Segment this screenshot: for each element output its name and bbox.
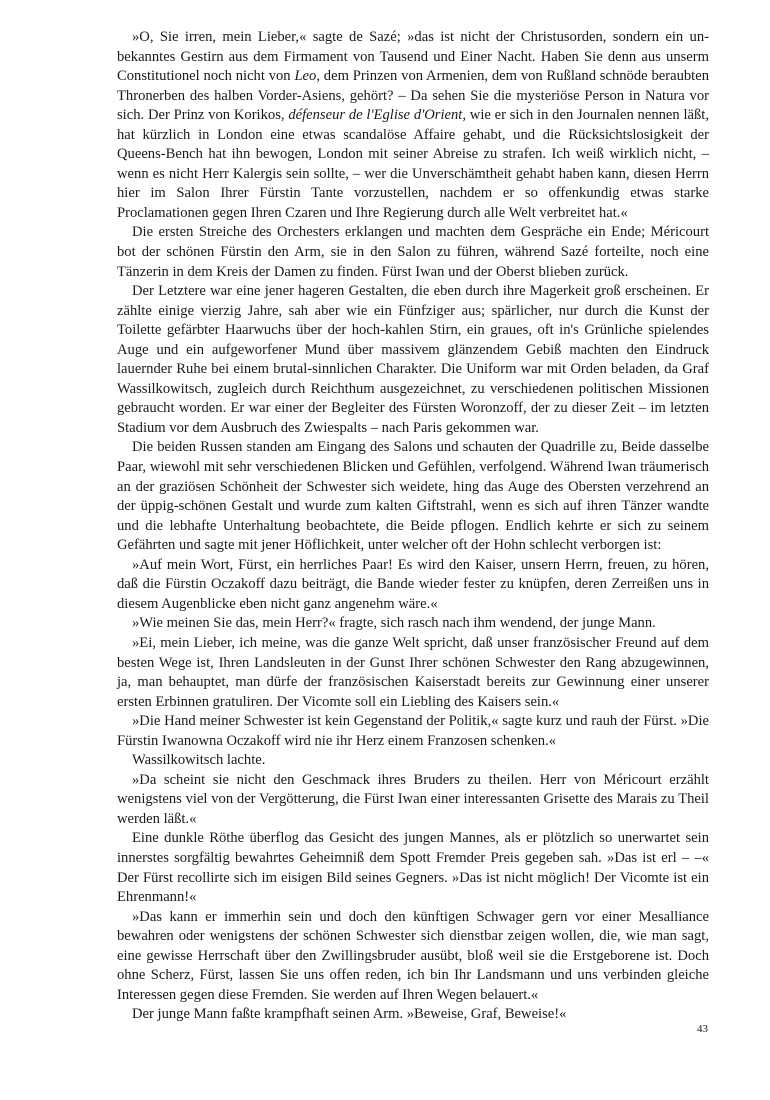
page-number: 43 [697,1023,708,1035]
paragraph: Die beiden Russen standen am Eingang des Salons und schauten der Quadrille zu, Beide dasselbe Paar, wiewohl mit sehr verschiedenen Blicken und Gefühlen, verfolgend. Während Iwan träumerisch an der graziösen Schönheit der Schwester sich weidete, hing das Auge des Obersten verzehrend an der üppig-schönen Gestalt und wurde zum kalten Giftstrahl, wenn es sich auf ihren Tänzer wandte und die lebhafte Unterhaltung beobachtete, die Beide pflogen. Endlich kehrte er sich zu seinem Gefährten und sagte mit jener Höflichkeit, unter welcher oft der Hohn schlecht verborgen ist: [117,439,709,554]
paragraph: »Ei, mein Lieber, ich meine, was die ganze Welt spricht, daß unser französischer Freund auf dem besten Wege ist, Ihren Landsleuten in der Gunst Ihrer schönen Schwester den Rang abzugewinnen, ja, man behauptet, man dürfe der französischen Kaiserstadt bereits zur Gewinnung einer unserer ersten Erbinnen gratuliren. Der Vicomte soll ein Liebling des Kaisers sein.« [117,634,709,710]
paragraph: »Die Hand meiner Schwester ist kein Gegenstand der Politik,« sagte kurz und rauh der Fürst. »Die Fürstin Iwanowna Oczakoff wird nie ihr Herz einem Franzosen schenken.« [117,713,709,749]
italic-title: défenseur de l'Eglise d'Orient, [288,107,466,124]
paragraph: Der Letztere war eine jener hageren Gestalten, die eben durch ihre Magerkeit groß erscheinen. Er zählte einige vierzig Jahre, sah aber wie ein Fünfziger aus; spärlicher, nur durch die Kunst der Toilette gefärbter Haarwuchs über der hoch-kahlen Stirn, ein graues, oft in's Grünliche spielendes Auge und ein aufgeworfener Mund über massivem glänzendem Gebiß machten den Eindruck lauernder Ruhe bei einem brutal-sinnlichen Charakter. Die Uniform war mit Orden beladen, da Graf Wassilkowitsch, zugleich durch Reichthum ausgezeichnet, zu verschiedenen politischen Missionen gebraucht worden. Er war einer der Begleiter des Fürsten Woronzoff, der zu dieser Zeit – im letzten Stadium vor dem Ausbruch des Zwiespalts – nach Paris gekommen war. [117,283,709,436]
paragraph: »Da scheint sie nicht den Geschmack ihres Bruders zu theilen. Herr von Méricourt erzählt wenigstens viel von der Vergötterung, die Fürst Iwan einer interessanten Grisette des Marais zu Theil werden läßt.« [117,771,709,827]
paragraph: »Das kann er immerhin sein und doch den künftigen Schwager gern vor einer Mesalliance bewahren oder wenigstens der schönen Schwester sich dienstbar zeigen wollen, die, wie man sagt, eine gewisse Herrschaft über den Zwillingsbruder ausübt, bloß weil sie die Erstgeborene ist. Doch ohne Scherz, Fürst, lassen Sie uns offen reden, ich bin Ihr Landsmann und uns verbinden gleiche Interessen gegen diese Fremden. Sie werden auf Ihren Wegen belauert.« [117,908,709,1003]
paragraph: Die ersten Streiche des Orchesters erklangen und machten dem Gespräche ein Ende; Méricourt bot der schönen Fürstin den Arm, sie in den Salon zu führen, während Sazé forteilte, noch eine Tänzerin in dem Kreis der Damen zu finden. Fürst Iwan und der Oberst blieben zurück. [117,224,709,280]
paragraph: »Auf mein Wort, Fürst, ein herrliches Paar! Es wird den Kaiser, unsern Herrn, freuen, zu hören, daß die Fürstin Oczakoff dazu beiträgt, die Bande wieder fester zu knüpfen, deren Zerreißen uns in diesem Augenblicke eben nicht ganz angenehm wäre.« [117,556,709,612]
paragraph: »O, Sie irren, mein Lieber,« sagte de Sazé; »das ist nicht der Christusorden, sondern ein unbekanntes Gestirn aus dem Firmament von Tausend und Einer Nacht. Haben Sie denn aus unserm Constitutionel noch nicht von Leo, dem Prinzen von Armenien, dem von Rußland schnöde beraubten Thronerben des halben Vorder-Asiens, gehört? – Da sehen Sie die mysteriöse Person in Natura vor sich. Der Prinz von Korikos, défenseur de l'Eglise d'Orient, wie er sich in den Journalen nennen läßt, hat kürzlich in London eine etwas scandalöse Affaire gehabt, und die Rücksichtslosigkeit der Queens-Bench hat ihn bewogen, London mit seiner Abreise zu strafen. Ich weiß wirklich nicht, – wenn es nicht Herr Kalergis sein sollte, – wer die Unverschämtheit gehabt haben kann, diesen Herrn hier im Salon Ihrer Fürstin Tante vorzustellen, nachdem er so offenkundig etwas starke Proclamationen gegen Ihren Czaren und Ihre Regierung durch alle Welt verbreitet hat.« [117,29,709,221]
paragraph: Eine dunkle Röthe überflog das Gesicht des jungen Mannes, als er plötzlich so unerwartet sein innerstes sorgfältig bewahrtes Geheimniß dem Spott Fremder Preis gegeben sah. »Das ist erl – –« Der Fürst recollirte sich im eisigen Bild seines Gegners. »Das ist nicht möglich! Der Vicomte ist ein Ehrenmann!« [117,830,709,906]
paragraph: Der junge Mann faßte krampfhaft seinen Arm. »Beweise, Graf, Beweise!« [132,1006,567,1023]
paragraph: Wassilkowitsch lachte. [132,752,266,769]
page-body [117,28,709,1025]
italic-name: Leo [294,68,317,85]
paragraph: »Wie meinen Sie das, mein Herr?« fragte, sich rasch nach ihm wendend, der junge Mann. [132,615,656,632]
